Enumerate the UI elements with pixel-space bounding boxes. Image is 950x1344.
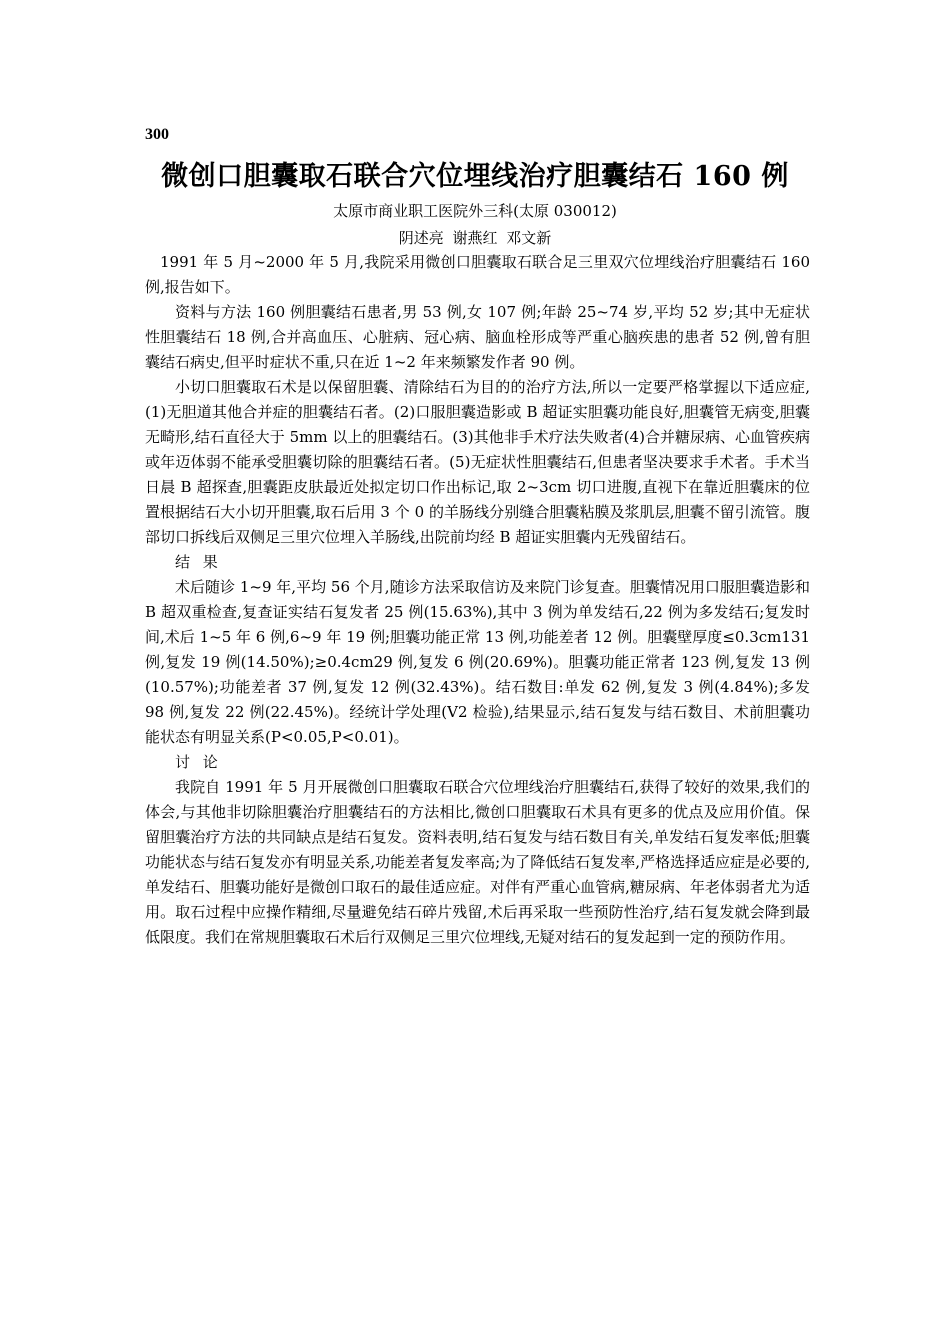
page-number: 300 xyxy=(145,126,169,143)
materials-methods-paragraph: 资料与方法 160 例胆囊结石患者,男 53 例,女 107 例;年龄 25~74 岁,平均 52 岁;其中无症状性胆囊结石 18 例,合并高血压、心脏病、冠心病、脑血栓形成等严重心脑疾患的患者 52 例,曾有胆囊结石病史,但平时症状不重,只在近 1~2 年来频繁发作者 90 例。 xyxy=(145,303,810,371)
article-body xyxy=(145,250,810,950)
article-title: 微创口胆囊取石联合穴位埋线治疗胆囊结石 160 例 xyxy=(161,161,789,192)
author-affiliation: 太原市商业职工医院外三科(太原 030012) xyxy=(333,202,617,220)
author-list: 阴述亮 谢燕红 邓文新 xyxy=(398,229,552,247)
results-paragraph: 术后随诊 1~9 年,平均 56 个月,随诊方法采取信访及来院门诊复查。胆囊情况用口服胆囊造影和 B 超双重检查,复查证实结石复发者 25 例(15.63%),其中 3 例为单发结石,22 例为多发结石;复发时间,术后 1~5 年 6 例,6~9 年 19 例;胆囊功能正常 13 例,功能差者 12 例。胆囊壁厚度≤0.3cm131 例,复发 19 例(14.50%);≥0.4cm29 例,复发 6 例(20.69%)。胆囊功能正常者 123 例,复发 13 例(10.57%);功能差者 37 例,复发 12 例(32.43%)。结石数目:单发 62 例,复发 3 例(4.84%);多发 98 例,复发 22 例(22.45%)。经统计学处理(V2 检验),结果显示,结石复发与结石数目、术前胆囊功能状态有明显关系(P<0.05,P<0.01)。 xyxy=(145,578,810,746)
discussion-paragraph: 我院自 1991 年 5 月开展微创口胆囊取石联合穴位埋线治疗胆囊结石,获得了较好的效果,我们的体会,与其他非切除胆囊治疗胆囊结石的方法相比,微创口胆囊取石术具有更多的优点及应用价值。保留胆囊治疗方法的共同缺点是结石复发。资料表明,结石复发与结石数目有关,单发结石复发率低;胆囊功能状态与结石复发亦有明显关系,功能差者复发率高;为了降低结石复发率,严格选择适应症是必要的,单发结石、胆囊功能好是微创口取石的最佳适应症。对伴有严重心血管病,糖尿病、年老体弱者尤为适用。取石过程中应操作精细,尽量避免结石碎片残留,术后再采取一些预防性治疗,结石复发就会降到最低限度。我们在常规胆囊取石术后行双侧足三里穴位埋线,无疑对结石的复发起到一定的预防作用。 xyxy=(145,778,810,946)
intro-paragraph: 1991 年 5 月~2000 年 5 月,我院采用微创口胆囊取石联合足三里双穴位埋线治疗胆囊结石 160 例,报告如下。 xyxy=(145,253,810,296)
discussion-heading: 讨 论 xyxy=(175,753,222,771)
results-heading: 结 果 xyxy=(175,553,222,571)
surgical-procedure-paragraph: 小切口胆囊取石术是以保留胆囊、清除结石为目的的治疗方法,所以一定要严格掌握以下适应症,(1)无胆道其他合并症的胆囊结石者。(2)口服胆囊造影或 B 超证实胆囊功能良好,胆囊管无病变,胆囊无畸形,结石直径大于 5mm 以上的胆囊结石。(3)其他非手术疗法失败者(4)合并糖尿病、心血管疾病或年迈体弱不能承受胆囊切除的胆囊结石者。(5)无症状性胆囊结石,但患者坚决要求手术者。手术当日晨 B 超探查,胆囊距皮肤最近处拟定切口作出标记,取 2~3cm 切口进腹,直视下在靠近胆囊床的位置根据结石大小切开胆囊,取石后用 3 个 0 的羊肠线分别缝合胆囊粘膜及浆肌层,胆囊不留引流管。腹部切口拆线后双侧足三里穴位埋入羊肠线,出院前均经 B 超证实胆囊内无残留结石。 xyxy=(145,378,810,546)
